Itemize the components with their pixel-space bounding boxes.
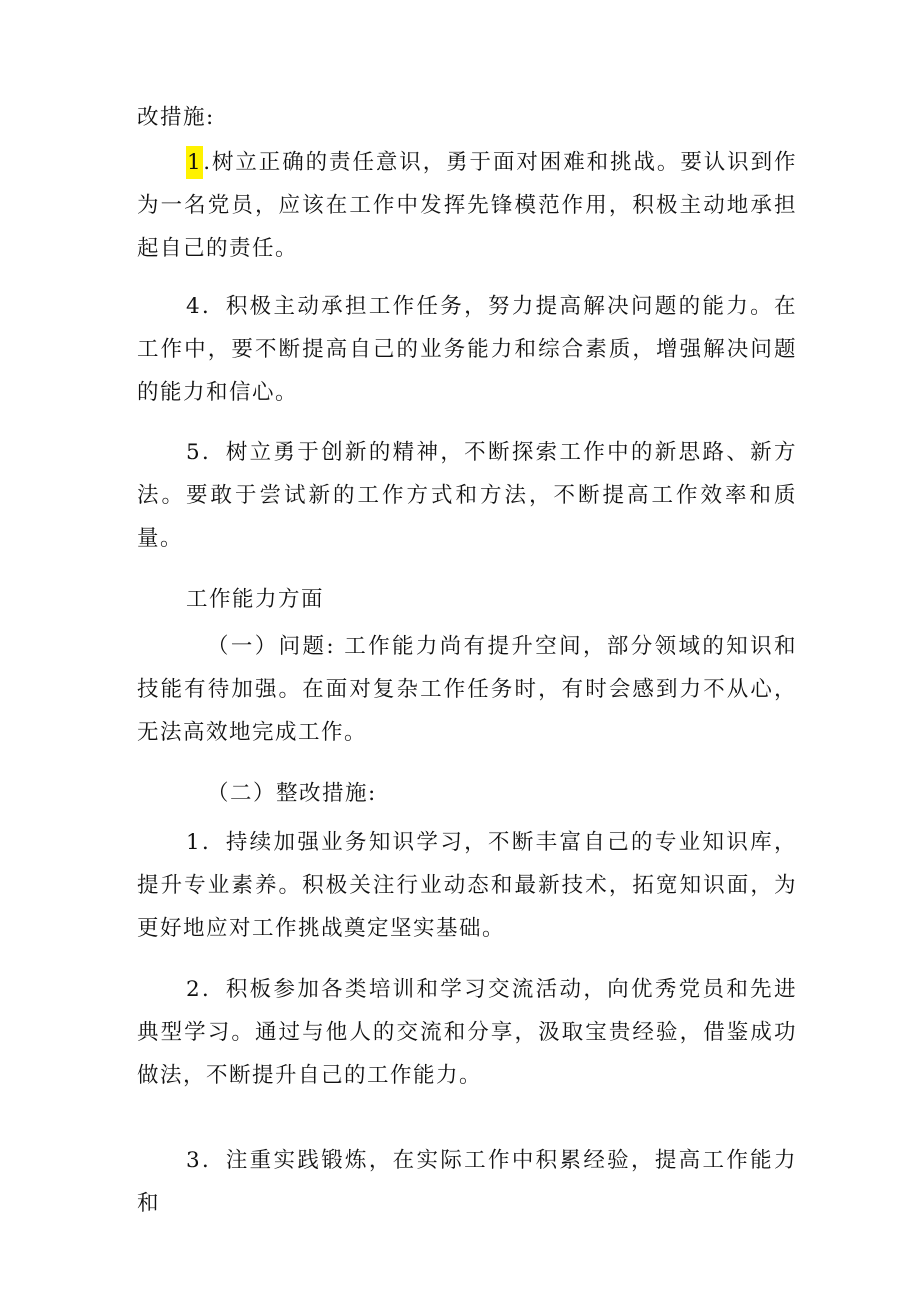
paragraph-measure-1 xyxy=(137,141,797,270)
paragraph-text: 1．持续加强业务知识学习，不断丰富自己的专业知识库，提升专业素养。积极关注行业动态和最新技术，拓宽知识面，为更好地应对工作挑战奠定坚实基础。 xyxy=(137,830,797,941)
paragraph-measure-2 xyxy=(137,968,797,1097)
section-heading xyxy=(137,578,797,621)
paragraph-measure-5 xyxy=(137,431,797,560)
paragraph-text: 2．积板参加各类培训和学习交流活动，向优秀党员和先进典型学习。通过与他人的交流和分享，汲取宝贵经验，借鉴成功做法，不断提升自己的工作能力。 xyxy=(137,977,797,1088)
paragraph-text: .树立正确的责任意识，勇于面对困难和挑战。要认识到作为一名党员，应该在工作中发挥先锋模范作用，积极主动地承担起自己的责任。 xyxy=(137,150,797,261)
paragraph-text: 改措施: xyxy=(137,105,215,130)
subheading-text: （二）整改措施: xyxy=(207,781,377,806)
paragraph-text: 4．积极主动承担工作任务，努力提高解决问题的能力。在工作中，要不断提高自己的业务能力和综合素质，增强解决问题的能力和信心。 xyxy=(137,294,797,405)
paragraph-text: （一）问题: 工作能力尚有提升空间，部分领域的知识和技能有待加强。在面对复杂工作任务时，有时会感到力不从心，无法高效地完成工作。 xyxy=(137,634,797,745)
paragraph-measure-3 xyxy=(137,1139,797,1225)
paragraph-text: 3．注重实践锻炼，在实际工作中积累经验，提高工作能力和 xyxy=(137,1148,797,1216)
paragraph-text: 5．树立勇于创新的精神，不断探索工作中的新思路、新方法。要敢于尝试新的工作方式和方法，不断提高工作效率和质量。 xyxy=(137,440,797,551)
highlighted-number: 1 xyxy=(186,146,203,179)
paragraph-measure-1b xyxy=(137,821,797,950)
paragraph-continuation xyxy=(137,96,797,139)
section-heading-text: 工作能力方面 xyxy=(186,587,325,612)
subheading-rectification xyxy=(137,772,797,815)
paragraph-measure-4 xyxy=(137,285,797,414)
paragraph-problem xyxy=(137,625,797,754)
